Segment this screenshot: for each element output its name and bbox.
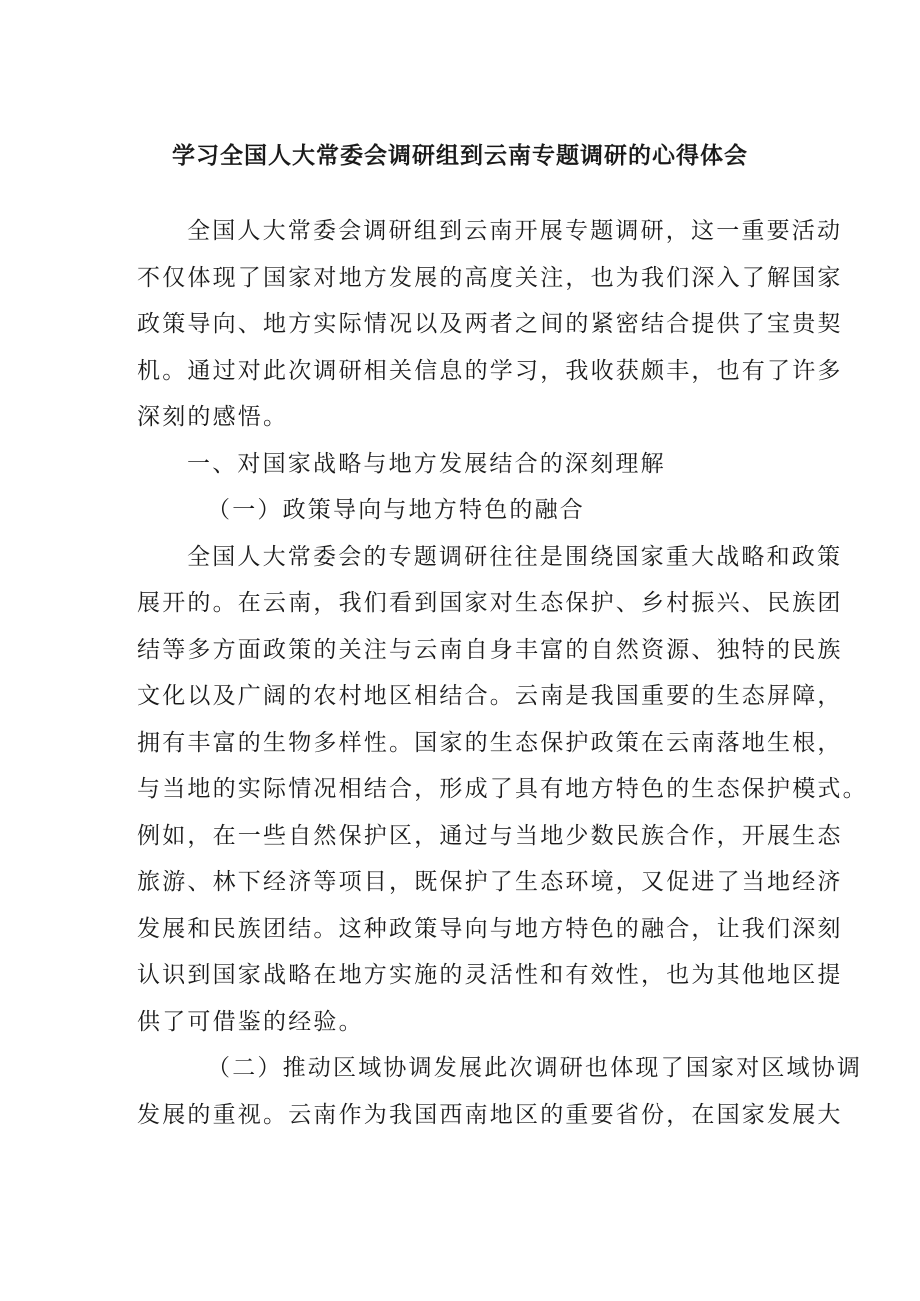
line-text: 一、对国家战略与地方发展结合的深刻理解 xyxy=(187,450,666,477)
line-text: 拥有丰富的生物多样性。国家的生态保护政策在云南落地生根， xyxy=(137,729,843,756)
text-line xyxy=(137,859,843,906)
line-text: 深刻的感悟。 xyxy=(137,404,289,430)
text-line xyxy=(137,255,843,302)
text-line xyxy=(137,952,843,999)
line-text: 发展的重视。云南作为我国西南地区的重要省份，在国家发展大 xyxy=(137,1101,843,1128)
text-line xyxy=(137,394,797,441)
text-line xyxy=(137,673,843,720)
text-line xyxy=(137,1045,863,1092)
text-line xyxy=(137,813,843,860)
text-line xyxy=(137,999,797,1046)
text-line xyxy=(137,348,843,395)
text-line xyxy=(137,720,843,767)
line-text: 旅游、林下经济等项目，既保护了生态环境，又促进了当地经济 xyxy=(137,869,843,895)
line-text: 结等多方面政策的关注与云南自身丰富的自然资源、独特的民族 xyxy=(137,636,843,663)
line-text: 例如，在一些自然保护区，通过与当地少数民族合作，开展生态 xyxy=(137,822,843,849)
line-text: 机。通过对此次调研相关信息的学习，我收获颇丰，也有了许多 xyxy=(137,357,843,384)
text-line xyxy=(137,766,868,813)
text-line xyxy=(137,627,843,674)
document-body xyxy=(137,208,868,1138)
line-text: 与当地的实际情况相结合，形成了具有地方特色的生态保护模式。 xyxy=(137,776,868,802)
line-text: （二）推动区域协调发展此次调研也体现了国家对区域协调 xyxy=(207,1055,863,1081)
text-line xyxy=(137,534,843,581)
line-text: 认识到国家战略在地方实施的灵活性和有效性，也为其他地区提 xyxy=(137,962,843,988)
document-title: 学习全国人大常委会调研组到云南专题调研的心得体会 xyxy=(172,142,748,169)
line-text: 政策导向、地方实际情况以及两者之间的紧密结合提供了宝贵契 xyxy=(137,311,843,337)
text-line xyxy=(137,906,843,953)
text-line xyxy=(137,301,843,348)
line-text: 展开的。在云南，我们看到国家对生态保护、乡村振兴、民族团 xyxy=(137,590,843,616)
line-text: 全国人大常委会调研组到云南开展专题调研，这一重要活动 xyxy=(187,218,843,244)
text-line xyxy=(137,208,843,255)
text-line xyxy=(137,580,843,627)
line-text: （一）政策导向与地方特色的融合 xyxy=(207,497,585,523)
section-heading xyxy=(137,441,797,488)
subsection-heading xyxy=(137,487,797,534)
line-text: 供了可借鉴的经验。 xyxy=(137,1008,364,1035)
text-line xyxy=(137,1092,843,1139)
line-text: 文化以及广阔的农村地区相结合。云南是我国重要的生态屏障， xyxy=(137,683,843,709)
line-text: 全国人大常委会的专题调研往往是围绕国家重大战略和政策 xyxy=(187,543,843,570)
line-text: 不仅体现了国家对地方发展的高度关注，也为我们深入了解国家 xyxy=(137,264,843,291)
line-text: 发展和民族团结。这种政策导向与地方特色的融合，让我们深刻 xyxy=(137,915,843,942)
